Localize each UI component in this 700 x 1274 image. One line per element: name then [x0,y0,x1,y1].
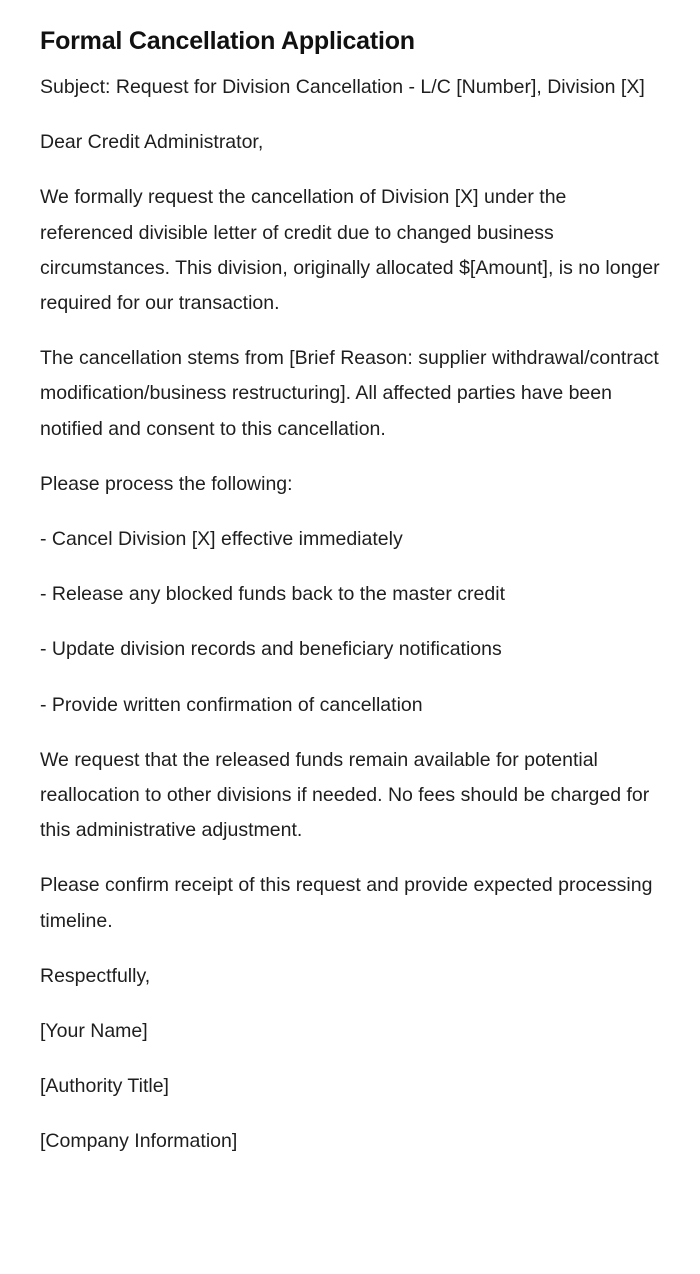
subject-line: Subject: Request for Division Cancellation - L/C [Number], Division [X] [40,76,645,98]
signature-name: [Your Name] [40,1020,148,1043]
action-item-release-funds: - Release any blocked funds back to the master credit [40,583,505,606]
signature-company: [Company Information] [40,1130,238,1153]
body-paragraph-reason: The cancellation stems from [Brief Reason: supplier withdrawal/contract modification/business restructuring]. All affected parties have been notified and consent to this cancellation. [40,347,659,440]
body-paragraph-confirm-receipt: Please confirm receipt of this request and provide expected processing timeline. [40,874,653,932]
body-paragraph-request: We formally request the cancellation of Division [X] under the referenced divisible letter of credit due to changed business circumstances. This division, originally allocated $[Amount], is no longer required for our transaction. [40,186,660,315]
document-title: Formal Cancellation Application [40,27,415,55]
action-item-update-records: - Update division records and beneficiary notifications [40,638,502,661]
action-item-cancel: - Cancel Division [X] effective immediately [40,528,403,551]
process-intro: Please process the following: [40,472,293,495]
body-paragraph-reallocation: We request that the released funds remain available for potential reallocation to other divisions if needed. No fees should be charged for this administrative adjustment. [40,748,650,842]
signature-title: [Authority Title] [40,1075,169,1098]
closing: Respectfully, [40,964,151,987]
salutation: Dear Credit Administrator, [40,131,264,154]
action-item-confirmation: - Provide written confirmation of cancellation [40,693,423,716]
